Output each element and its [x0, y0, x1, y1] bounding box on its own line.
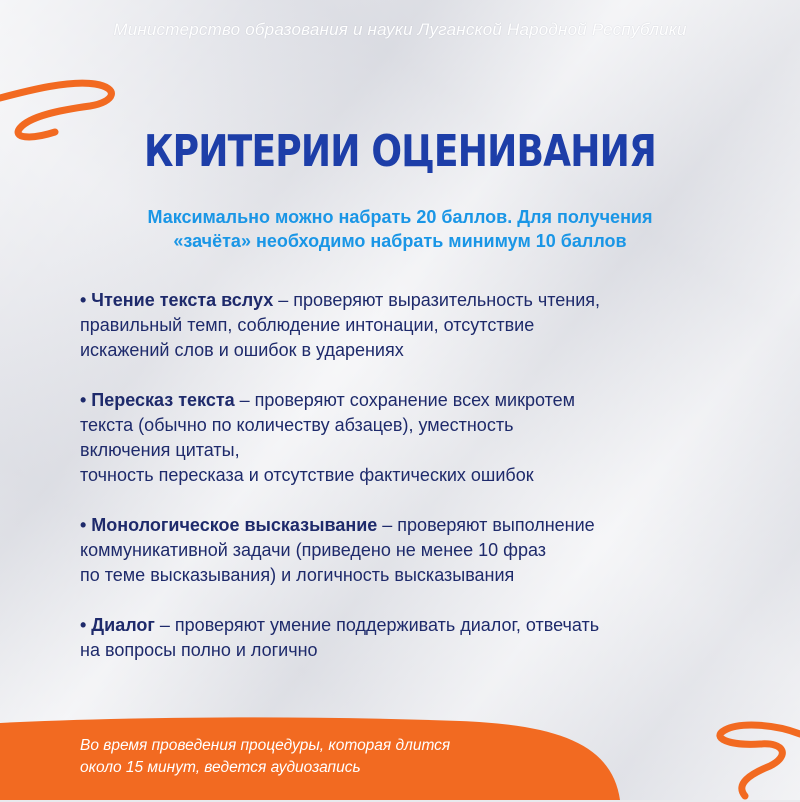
criterion-text: – проверяют сохранение всех микротем	[234, 390, 576, 410]
criteria-list	[80, 288, 760, 688]
footer-note	[80, 735, 600, 779]
criterion-name: • Пересказ текста	[80, 390, 235, 410]
criterion-text: на вопросы полно и логично	[80, 640, 318, 660]
subtitle-line-2: «зачёта» необходимо набрать минимум 10 баллов	[173, 231, 627, 251]
criterion-name: • Монологическое высказывание	[80, 515, 378, 535]
criterion-text: текста (обычно по количеству абзацев), уместность	[80, 415, 514, 435]
criterion-text: коммуникативной задачи (приведено не менее 10 фраз	[80, 540, 547, 560]
criterion-reading	[80, 288, 760, 363]
page-title: КРИТЕРИИ ОЦЕНИВАНИЯ	[144, 126, 656, 177]
criterion-text: – проверяют выполнение	[377, 515, 595, 535]
criterion-retelling	[80, 388, 760, 488]
criterion-name: • Диалог	[80, 615, 155, 635]
scoring-subtitle	[60, 205, 740, 253]
criterion-text: – проверяют выразительность чтения,	[273, 290, 601, 310]
criterion-monologue	[80, 513, 760, 588]
orange-swirl-bottom-right	[690, 712, 800, 802]
criterion-name: • Чтение текста вслух	[80, 290, 274, 310]
criterion-text: по теме высказывания) и логичность высказывания	[80, 565, 515, 585]
ministry-header: Министерство образования и науки Луганской Народной Республики	[113, 20, 687, 39]
subtitle-line-1: Максимально можно набрать 20 баллов. Для получения	[147, 207, 653, 227]
footer-line-1: Во время проведения процедуры, которая длится	[80, 737, 451, 754]
criterion-text: точность пересказа и отсутствие фактических ошибок	[80, 465, 534, 485]
criterion-text: искажений слов и ошибок в ударениях	[80, 340, 404, 360]
criterion-text: – проверяют умение поддерживать диалог, отвечать	[154, 615, 600, 635]
footer-line-2: около 15 минут, ведется аудиозапись	[80, 759, 361, 776]
criterion-text: правильный темп, соблюдение интонации, отсутствие	[80, 315, 535, 335]
criterion-text: включения цитаты,	[80, 440, 240, 460]
criterion-dialogue	[80, 613, 760, 663]
